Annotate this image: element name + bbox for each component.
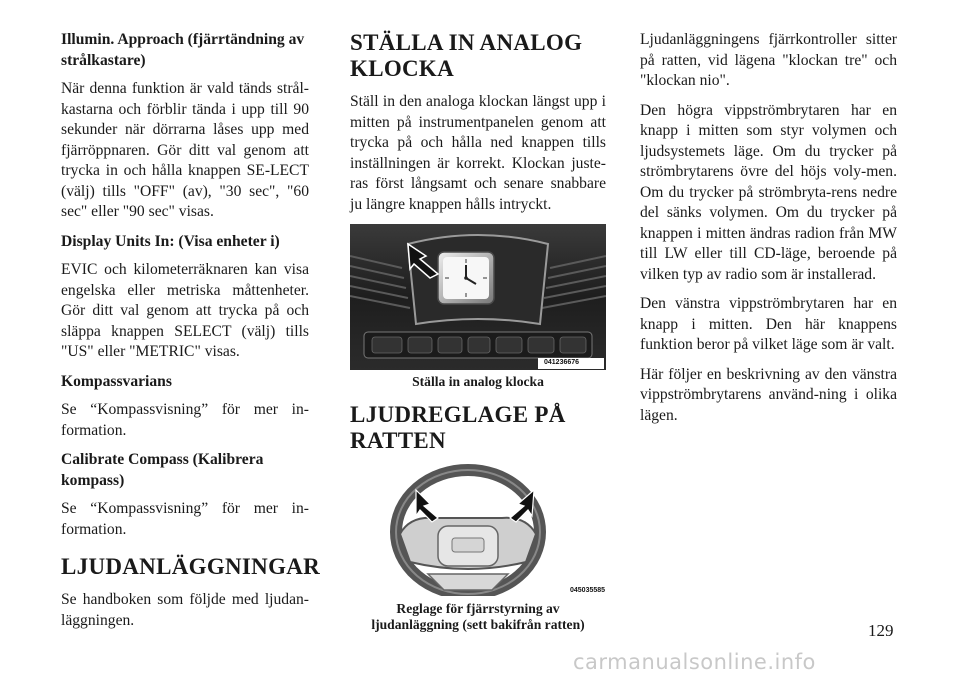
subheading-display-units: Display Units In: (Visa enheter i) (61, 232, 280, 250)
paragraph-remote-location: Ljudanläggningens fjärrkontroller sitter på ratten, vid lägena "klockan tre" och "klockan nio". (640, 31, 897, 89)
figure-analog-clock (350, 224, 606, 370)
paragraph-analog-clock: Ställ in den analoga klockan längst upp i mitten på instrumentpanelen genom att trycka på och hålla ned knappen tills inställningen är korrekt. Klockan juste-ras först långsamt och senare snabbare ju längre knappen hålls intryckt. (350, 93, 606, 213)
paragraph-audio-systems: Se handboken som följde med ljudan-läggningen. (61, 591, 309, 629)
dashboard-clock-illustration (350, 224, 606, 370)
paragraph-compass-variance: Se “Kompassvisning” för mer in-formation. (61, 401, 309, 439)
column-right (640, 30, 897, 435)
column-middle (350, 30, 606, 633)
caption-analog-clock: Ställa in analog klocka (412, 374, 544, 389)
figure-code-steering: 045035585 (570, 587, 606, 594)
caption-steering-line2: ljudanläggning (sett bakifrån ratten) (371, 617, 585, 632)
paragraph-left-switch: Den vänstra vippströmbrytaren har en knapp i mitten. Den här knappens funktion beror på vilket läge som är valt. (640, 295, 897, 353)
section-title-analog-clock: STÄLLA IN ANALOG KLOCKA (350, 30, 583, 81)
subheading-illumin-approach: Illumin. Approach (fjärrtändning av strålkastare) (61, 31, 305, 69)
figure-steering-wheel (350, 464, 606, 596)
section-title-audio-systems: LJUDANLÄGGNINGAR (61, 554, 321, 579)
paragraph-display-units: EVIC och kilometerräknaren kan visa engelska eller metriska måttenheter. Gör ditt val genom att trycka på och släppa knappen SELECT (välj) tills "US" eller "METRIC" visas. (61, 261, 309, 360)
subheading-compass-variance: Kompassvarians (61, 372, 172, 390)
column-left (61, 30, 321, 640)
paragraph-left-switch-modes: Här följer en beskrivning av den vänstra vippströmbrytarens använd-ning i olika lägen. (640, 365, 897, 424)
page-number: 129 (868, 621, 894, 640)
section-title-steering-audio-controls: LJUDREGLAGE PÅ RATTEN (350, 402, 566, 453)
paragraph-illumin-approach: När denna funktion är vald tänds strål-kastarna och förblir tända i upp till 90 sekunder när dörrarna låses upp med fjärröppnaren. Gör ditt val genom att trycka in och hålla knappen SE-LECT (välj) tills "OFF" (av), "30 sec", "60 sec" eller "90 sec" visas. (61, 80, 309, 220)
paragraph-right-switch: Den högra vippströmbrytaren har en knapp i mitten som styr volymen och ljudsystemets läge. Om du trycker på strömbrytarens övre del höjs voly-men. Om du trycker på strömbryta-rens nedre del sänks volymen. Om du trycker på knappen i mitten ändras radion från MW till LW eller till CD-läge, beroende på vilken typ av radio som är installerad. (640, 101, 897, 283)
steering-wheel-illustration (350, 464, 606, 596)
watermark-text: carmanualsonline.info (573, 650, 816, 674)
caption-steering-line1: Reglage för fjärrstyrning av (396, 601, 560, 616)
subheading-calibrate-compass: Calibrate Compass (Kalibrera kompass) (61, 451, 264, 489)
figure-code-clock: 041236676 (544, 359, 580, 366)
paragraph-calibrate-compass: Se “Kompassvisning” för mer in-formation. (61, 500, 309, 538)
